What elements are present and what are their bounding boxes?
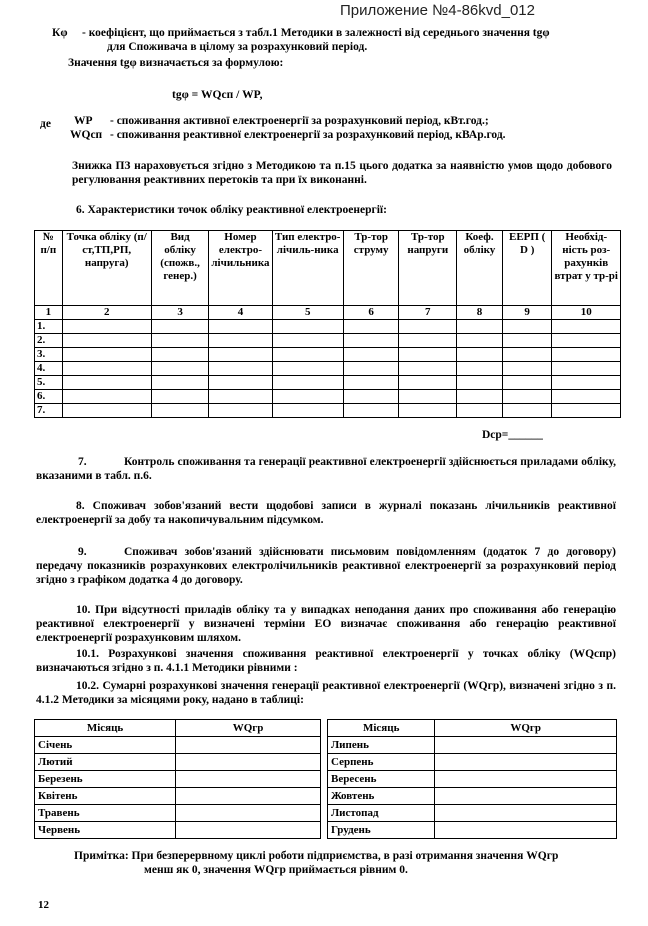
table-gap [320,737,327,754]
wqgr-value-left [176,788,321,805]
month-name-right: Грудень [327,822,434,839]
meter-cell [502,376,552,390]
document-tag: Приложение №4-86kvd_012 [340,2,535,19]
p10-1-text: 10.1. Розрахункові значення споживання реактивної електроенергії у точках обліку (WQспр) визначаються згідно з п. 4.1.1 Методики рівними : [36,648,616,674]
meter-cell [457,390,503,404]
meter-cell [552,334,621,348]
row-number: 7. [35,404,63,418]
meter-cell [343,390,399,404]
meter-cell [343,320,399,334]
meter-cell [62,390,151,404]
meter-cell [343,334,399,348]
month-name-left: Лютий [35,754,176,771]
header-meter-number: Номер електро-лічильника [209,231,272,306]
meter-cell [457,362,503,376]
meter-cell [343,362,399,376]
meter-cell [151,362,209,376]
column-number: 2 [62,306,151,320]
meter-row [35,376,621,390]
header-loss-calc: Необхід-ність роз-рахунків втрат у тр-рі [552,231,621,306]
meter-cell [343,376,399,390]
table-gap [320,754,327,771]
month-name-left: Березень [35,771,176,788]
meter-cell [457,320,503,334]
wp-definition: - споживання активної електроенергії за розрахунковий період, кВт.год.; [110,115,489,127]
meter-cell [399,362,457,376]
row-number: 6. [35,390,63,404]
header-type-of-metering: Вид обліку (спожв., генер.) [151,231,209,306]
row-number: 4. [35,362,63,376]
meter-cell [209,390,272,404]
meter-cell [552,376,621,390]
meter-cell [209,348,272,362]
meter-cell [272,334,343,348]
meter-cell [502,320,552,334]
kf-definition-line2: для Споживача в цілому за розрахунковий період. [107,41,368,53]
table-gap [320,805,327,822]
meter-row [35,362,621,376]
column-number: 5 [272,306,343,320]
month-row [35,771,617,788]
meter-cell [209,404,272,418]
meters-header-row [35,231,621,306]
meter-cell [272,362,343,376]
meter-cell [62,404,151,418]
meter-cell [272,376,343,390]
meter-cell [151,390,209,404]
meter-cell [457,348,503,362]
meter-cell [209,376,272,390]
wqgr-value-right [435,737,617,754]
meter-cell [399,376,457,390]
meter-cell [343,348,399,362]
month-header-right: Місяць [327,720,434,737]
header-voltage-transformer: Тр-тор напруги [399,231,457,306]
header-current-transformer: Тр-тор струму [343,231,399,306]
table-gap [320,771,327,788]
wqgr-value-right [435,771,617,788]
meter-cell [457,334,503,348]
column-number: 10 [552,306,621,320]
dsr-label: Dср=______ [482,429,543,441]
wqgr-value-left [176,754,321,771]
meter-cell [343,404,399,418]
header-num: № п/п [35,231,63,306]
month-name-right: Листопад [327,805,434,822]
wqgr-value-right [435,822,617,839]
row-number: 2. [35,334,63,348]
p9-number: 9. [78,546,87,558]
p8-text: 8. Споживач зобов'язаний вести щодобові записи в журналі показань лічильників реактивної електроенергії за добу та накопичувальним підсумком. [36,500,616,526]
p7-number: 7. [78,456,87,468]
month-row [35,805,617,822]
meter-cell [272,390,343,404]
wqgr-value-left [176,737,321,754]
wqgr-value-left [176,805,321,822]
wqgr-value-left [176,771,321,788]
meter-cell [151,404,209,418]
meter-cell [457,376,503,390]
meter-cell [151,320,209,334]
month-name-right: Жовтень [327,788,434,805]
kf-symbol: Кφ [52,27,68,39]
wqgr-header-right: WQгр [435,720,617,737]
month-name-left: Січень [35,737,176,754]
note-line1: Примітка: При безперервному циклі роботи підприємства, в разі отримання значення WQгр [74,850,559,862]
meter-cell [502,348,552,362]
meter-cell [502,362,552,376]
months-header-row [35,720,617,737]
wqgr-value-right [435,788,617,805]
discount-paragraph: Знижка ПЗ нараховується згідно з Методикою та п.15 цього додатка за наявністю умов щодо добового регулювання реактивних перетоків та при їх виконанні. [72,160,612,186]
meter-cell [399,404,457,418]
meter-cell [399,390,457,404]
meter-row [35,404,621,418]
month-row [35,737,617,754]
wqgr-value-right [435,754,617,771]
tg-formula: tgφ = WQсп / WP, [172,89,263,101]
column-number: 3 [151,306,209,320]
table-gap [320,788,327,805]
meter-row [35,348,621,362]
month-name-right: Серпень [327,754,434,771]
column-number: 7 [399,306,457,320]
meter-cell [151,334,209,348]
wqgr-header-left: WQгр [176,720,321,737]
meter-cell [62,376,151,390]
meter-cell [62,334,151,348]
meter-cell [272,404,343,418]
meter-cell [502,390,552,404]
meter-cell [151,348,209,362]
column-number: 9 [502,306,552,320]
meter-cell [552,362,621,376]
meter-cell [399,348,457,362]
meter-cell [209,362,272,376]
header-eerp: ЕЕРП ( D ) [502,231,552,306]
header-point: Точка обліку (п/ст,ТП,РП, напруга) [62,231,151,306]
month-row [35,788,617,805]
page-number: 12 [38,899,49,911]
column-number-row [35,306,621,320]
row-number: 5. [35,376,63,390]
meter-cell [399,320,457,334]
wqgr-value-right [435,805,617,822]
wp-symbol: WP [74,115,93,127]
meter-cell [552,390,621,404]
column-number: 6 [343,306,399,320]
meter-row [35,334,621,348]
meter-row [35,320,621,334]
header-meter-type: Тип електро-лічиль-ника [272,231,343,306]
month-name-right: Липень [327,737,434,754]
p9-text: Споживач зобов'язаний здійснювати письмовим повідомленням (додаток 7 до договору) передачу показників розрахункових електролічильників реактивної електроенергії за розрахунковий період згідно з графіком додатка 4 до договору. [36,546,616,586]
kf-definition-line1: - коефіцієнт, що приймається з табл.1 Методики в залежності від середнього значення tgφ [82,27,550,39]
meters-table [34,230,621,418]
month-row [35,822,617,839]
month-header-left: Місяць [35,720,176,737]
meter-cell [272,320,343,334]
row-number: 3. [35,348,63,362]
meter-cell [457,404,503,418]
note-line2: менш як 0, значення WQгр приймається рівним 0. [144,864,408,876]
section6-title: 6. Характеристики точок обліку реактивної електроенергії: [76,204,387,216]
wqsp-definition: - споживання реактивної електроенергії за розрахунковий період, кВАр.год. [110,129,506,141]
meter-cell [399,334,457,348]
wqgr-value-left [176,822,321,839]
meter-cell [62,348,151,362]
month-row [35,754,617,771]
header-coefficient: Коеф. обліку [457,231,503,306]
meter-cell [552,320,621,334]
meter-cell [151,376,209,390]
row-number: 1. [35,320,63,334]
month-name-left: Червень [35,822,176,839]
p10-text: 10. При відсутності приладів обліку та у випадках неподання даних про споживання або генерацію реактивної електроенергії у визначені терміни ЕО визначає споживання або генерацію реактивної електроенергії розрахунковим шляхом. [36,604,616,644]
month-name-right: Вересень [327,771,434,788]
meter-cell [502,404,552,418]
table-gap [320,822,327,839]
column-number: 4 [209,306,272,320]
column-number: 8 [457,306,503,320]
meter-cell [502,334,552,348]
wqsp-symbol: WQсп [70,129,103,141]
month-name-left: Травень [35,805,176,822]
table-gap [320,720,327,737]
p10-2-text: 10.2. Сумарні розрахункові значення генерації реактивної електроенергії (WQгр), визначені згідно з п. 4.1.2 Методики за місяцями року, надано в таблиці: [36,680,616,706]
meter-row [35,390,621,404]
where-word: де [40,118,51,130]
meter-cell [209,334,272,348]
meter-cell [209,320,272,334]
meter-cell [62,320,151,334]
meter-cell [62,362,151,376]
p7-text: Контроль споживання та генерації реактивної електроенергії здійснюється приладами обліку, вказаними в табл. п.6. [36,456,616,482]
month-name-left: Квітень [35,788,176,805]
months-table [34,719,617,839]
meter-cell [552,404,621,418]
tg-intro: Значення tgφ визначається за формулою: [68,57,284,69]
column-number: 1 [35,306,63,320]
meter-cell [272,348,343,362]
meter-cell [552,348,621,362]
